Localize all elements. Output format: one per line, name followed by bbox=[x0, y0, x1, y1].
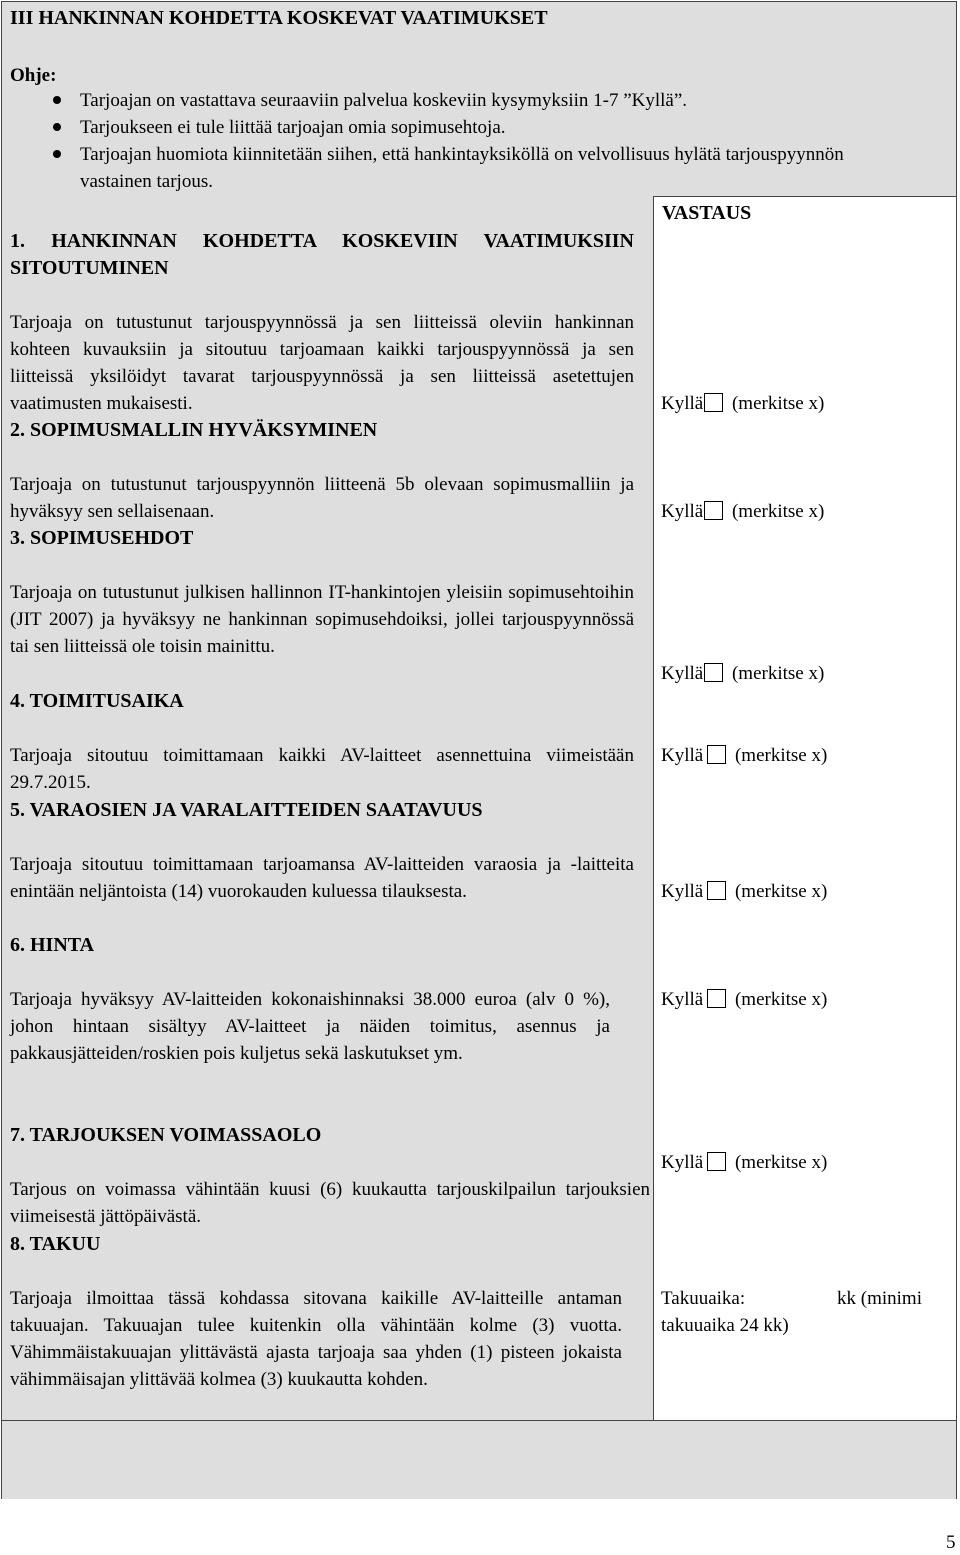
checkbox[interactable] bbox=[707, 989, 726, 1008]
answer-hint: (merkitse x) bbox=[734, 989, 828, 1010]
instructions-label: Ohje: bbox=[10, 65, 57, 86]
instructions-box bbox=[2, 2, 956, 197]
section-2-title: 2. SOPIMUSMALLIN HYVÄKSYMINEN bbox=[10, 419, 378, 441]
instruction-item: Tarjoajan huomiota kiinnitetään siihen, että hankintayksiköllä on velvollisuus hylätä tarjouspyynnön vastainen tarjous. bbox=[11, 141, 880, 195]
bullet-icon bbox=[53, 96, 61, 104]
section-1-title: 1. HANKINNAN KOHDETTA KOSKEVIIN VAATIMUKSIIN SITOUTUMINEN bbox=[10, 230, 634, 279]
checkbox[interactable] bbox=[704, 393, 723, 412]
page-number: 5 bbox=[946, 1532, 956, 1553]
instruction-item: Tarjoajan on vastattava seuraaviin palvelua koskeviin kysymyksiin 1-7 ”Kyllä”. bbox=[11, 87, 911, 114]
answer-hint: (merkitse x) bbox=[731, 501, 825, 522]
bullet-icon bbox=[53, 123, 61, 131]
answer-label: Kyllä bbox=[661, 663, 704, 684]
answer-hint: (merkitse x) bbox=[734, 745, 828, 766]
section-2-text: Tarjoaja on tutustunut tarjouspyynnön liitteenä 5b olevaan sopimusmalliin ja hyväksyy sen sellaisenaan. bbox=[10, 474, 634, 522]
section-1-text: Tarjoaja on tutustunut tarjouspyynnössä ja sen liitteissä oleviin hankinnan kohteen kuvauksiin ja sitoutuu tarjoamaan kaikki tarjouspyynnössä ja sen liitteissä yksilöidyt tavarat tarjouspyynnössä ja sen liitteissä asetettujen vaatimusten mukaisesti. bbox=[10, 312, 634, 414]
answer-hint: (merkitse x) bbox=[731, 393, 825, 414]
checkbox[interactable] bbox=[707, 745, 726, 764]
section-3-text: Tarjoaja on tutustunut julkisen hallinnon IT-hankintojen yleisiin sopimusehtoihin (JIT 2007) ja hyväksyy ne hankinnan sopimusehdoiksi, jollei tarjouspyynnössä tai sen liitteissä ole toisin mainittu. bbox=[10, 582, 634, 657]
empty-bottom-row bbox=[2, 1420, 956, 1499]
checkbox[interactable] bbox=[704, 663, 723, 682]
section-8-answer-hint: kk (minimi takuuaika 24 kk) bbox=[661, 1288, 922, 1336]
section-1-answer bbox=[661, 390, 824, 417]
answer-hint: (merkitse x) bbox=[734, 881, 828, 902]
checkbox[interactable] bbox=[707, 881, 726, 900]
section-3-title: 3. SOPIMUSEHDOT bbox=[10, 527, 194, 549]
section-7-title: 7. TARJOUKSEN VOIMASSAOLO bbox=[10, 1124, 322, 1146]
section-2-answer bbox=[661, 498, 824, 525]
section-6-title: 6. HINTA bbox=[10, 934, 95, 956]
bullet-icon bbox=[53, 150, 61, 158]
section-8-answer-label: Takuuaika: bbox=[661, 1288, 746, 1309]
instruction-item: Tarjoukseen ei tule liittää tarjoajan omia sopimusehtoja. bbox=[11, 114, 911, 141]
section-6-text: Tarjoaja hyväksyy AV-laitteiden kokonaishinnaksi 38.000 euroa (alv 0 %), johon hintaan sisältyy AV-laitteet ja näiden toimitus, asennus ja pakkausjätteiden/roskien pois kuljetus sekä laskutukset ym. bbox=[10, 989, 610, 1064]
section-3-answer bbox=[661, 660, 824, 687]
answer-column-header: VASTAUS bbox=[662, 202, 752, 224]
section-heading: III HANKINNAN KOHDETTA KOSKEVAT VAATIMUKSET bbox=[10, 7, 548, 29]
section-8-text: Tarjoaja ilmoittaa tässä kohdassa sitovana kaikille AV-laitteille antaman takuuajan. Takuuajan tulee kuitenkin olla vähintään kolme (3) vuotta. Vähimmäistakuuajan ylittävästä ajasta tarjoaja saa yhden (1) pisteen jokaista vähimmäisajan ylittävää kolmea (3) kuukautta kohden. bbox=[10, 1288, 622, 1390]
section-7-text: Tarjous on voimassa vähintään kuusi (6) kuukautta tarjouskilpailun tarjouksien viimeisestä jättöpäivästä. bbox=[10, 1179, 650, 1227]
checkbox[interactable] bbox=[707, 1152, 726, 1171]
section-6-answer bbox=[661, 986, 827, 1013]
checkbox[interactable] bbox=[704, 501, 723, 520]
section-5-title: 5. VARAOSIEN JA VARALAITTEIDEN SAATAVUUS bbox=[10, 799, 483, 821]
instructions-list bbox=[11, 87, 911, 195]
section-4-answer bbox=[661, 742, 827, 769]
section-4-title: 4. TOIMITUSAIKA bbox=[10, 690, 184, 712]
answer-label: Kyllä bbox=[661, 501, 704, 522]
section-8-title: 8. TAKUU bbox=[10, 1233, 101, 1255]
answer-label: Kyllä bbox=[661, 745, 704, 766]
section-7-answer bbox=[661, 1149, 827, 1176]
answer-label: Kyllä bbox=[661, 881, 704, 902]
answer-label: Kyllä bbox=[661, 393, 704, 414]
answer-label: Kyllä bbox=[661, 1152, 704, 1173]
answer-hint: (merkitse x) bbox=[734, 1152, 828, 1173]
answer-hint: (merkitse x) bbox=[731, 663, 825, 684]
section-4-text: Tarjoaja sitoutuu toimittamaan kaikki AV-laitteet asennettuina viimeistään 29.7.2015. bbox=[10, 745, 634, 793]
section-5-answer bbox=[661, 878, 827, 905]
requirements-table bbox=[1, 1, 957, 1499]
answer-label: Kyllä bbox=[661, 989, 704, 1010]
section-5-text: Tarjoaja sitoutuu toimittamaan tarjoamansa AV-laitteiden varaosia ja -laitteita enintään neljäntoista (14) vuorokauden kuluessa tilauksesta. bbox=[10, 854, 634, 902]
